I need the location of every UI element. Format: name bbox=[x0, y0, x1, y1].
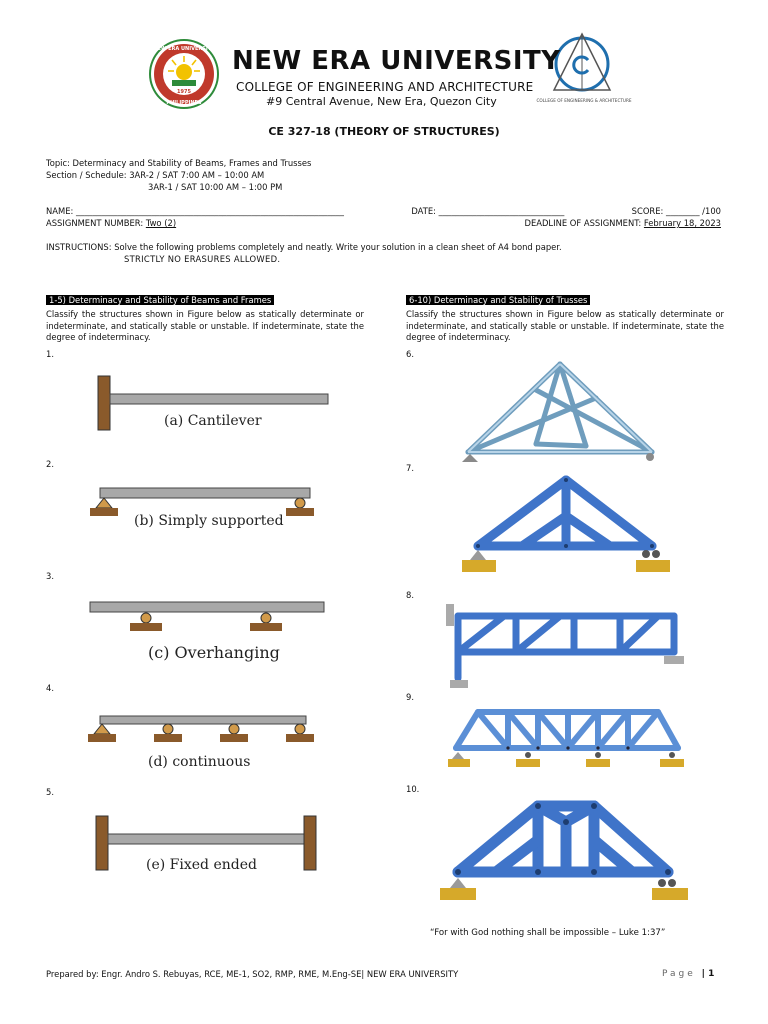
score-field: SCORE: ________ /100 bbox=[631, 206, 721, 216]
seal-year-text: 1975 bbox=[177, 89, 191, 95]
figure-truss-7 bbox=[460, 472, 680, 576]
figure-truss-9 bbox=[448, 706, 688, 770]
deadline: DEADLINE OF ASSIGNMENT: February 18, 2023 bbox=[524, 218, 721, 228]
university-address: #9 Central Avenue, New Era, Quezon City bbox=[266, 95, 497, 108]
figure-truss-6 bbox=[456, 356, 664, 464]
problem-number-8: 8. bbox=[406, 590, 414, 600]
caption-simply-supported: (b) Simply supported bbox=[134, 513, 284, 529]
section-schedule-2: 3AR-1 / SAT 10:00 AM – 1:00 PM bbox=[148, 182, 283, 192]
caption-continuous: (d) continuous bbox=[148, 754, 251, 770]
university-name: NEW ERA UNIVERSITY bbox=[232, 46, 561, 76]
problem-number-2: 2. bbox=[46, 459, 54, 469]
beams-section bbox=[46, 288, 364, 344]
problem-number-6: 6. bbox=[406, 349, 414, 359]
college-name: COLLEGE OF ENGINEERING AND ARCHITECTURE bbox=[236, 80, 534, 94]
problem-number-7: 7. bbox=[406, 463, 414, 473]
course-title: CE 327-18 (THEORY OF STRUCTURES) bbox=[268, 125, 500, 138]
university-seal-logo bbox=[148, 38, 220, 110]
trusses-section-description: Classify the structures shown in Figure below as statically determinate or indeterminate, and statically stable or unstable. If indeterminate, state the degree of indeterminacy. bbox=[406, 309, 724, 342]
deadline-value: February 18, 2023 bbox=[643, 218, 721, 228]
figure-truss-8 bbox=[444, 600, 686, 692]
trusses-section-title: 6-10) Determinacy and Stability of Trusses bbox=[406, 295, 590, 305]
figure-fixed-ended bbox=[94, 814, 320, 874]
college-logo-text: COLLEGE OF ENGINEERING & ARCHITECTURE bbox=[536, 98, 632, 103]
page-number bbox=[662, 969, 714, 979]
section-schedule-1: Section / Schedule: 3AR-2 / SAT 7:00 AM – 10:00 AM bbox=[46, 170, 265, 180]
caption-overhanging: (c) Overhanging bbox=[148, 643, 280, 662]
figure-continuous bbox=[88, 712, 324, 772]
problem-number-3: 3. bbox=[46, 571, 54, 581]
figure-cantilever bbox=[94, 372, 334, 434]
caption-cantilever: (a) Cantilever bbox=[164, 413, 262, 429]
assignment-row bbox=[46, 217, 721, 229]
trusses-section bbox=[406, 288, 724, 344]
seal-top-text: NEW ERA UNIVERSITY bbox=[153, 46, 215, 52]
date-field: DATE: ______________________________ bbox=[411, 206, 565, 216]
problem-number-1: 1. bbox=[46, 349, 54, 359]
problem-number-10: 10. bbox=[406, 784, 420, 794]
page-number-value: | 1 bbox=[701, 969, 715, 979]
name-field: NAME: ________________________________________________________________ bbox=[46, 206, 344, 216]
topic-line: Topic: Determinacy and Stability of Beams, Frames and Trusses bbox=[46, 158, 312, 168]
beams-section-description: Classify the structures shown in Figure below as statically determinate or indeterminate, and statically stable or unstable. If indeterminate, state the degree of indeterminacy. bbox=[46, 309, 364, 342]
problem-number-4: 4. bbox=[46, 683, 54, 693]
seal-bottom-text: PHILIPPINES bbox=[166, 100, 202, 106]
problem-number-9: 9. bbox=[406, 692, 414, 702]
figure-truss-10 bbox=[436, 796, 692, 906]
name-date-score-row bbox=[46, 205, 721, 217]
caption-fixed-ended: (e) Fixed ended bbox=[146, 857, 257, 873]
assignment-number: ASSIGNMENT NUMBER: Two (2) bbox=[46, 218, 177, 228]
instructions: INSTRUCTIONS: Solve the following problems completely and neatly. Write your solution in a clean sheet of A4 bond paper. bbox=[46, 242, 562, 252]
assignment-number-value: Two (2) bbox=[145, 218, 177, 228]
bible-quote: “For with God nothing shall be impossible – Luke 1:37” bbox=[430, 928, 666, 938]
figure-overhanging bbox=[88, 598, 328, 664]
beams-section-title: 1-5) Determinacy and Stability of Beams and Frames bbox=[46, 295, 274, 305]
page-label: Page bbox=[662, 969, 696, 979]
figure-simply-supported bbox=[90, 484, 324, 532]
problem-number-5: 5. bbox=[46, 787, 54, 797]
strict-notice: STRICTLY NO ERASURES ALLOWED. bbox=[124, 254, 281, 264]
footer-prepared-by: Prepared by: Engr. Andro S. Rebuyas, RCE, ME-1, SO2, RMP, RME, M.Eng-SE| NEW ERA UNIVERSITY bbox=[46, 969, 459, 979]
